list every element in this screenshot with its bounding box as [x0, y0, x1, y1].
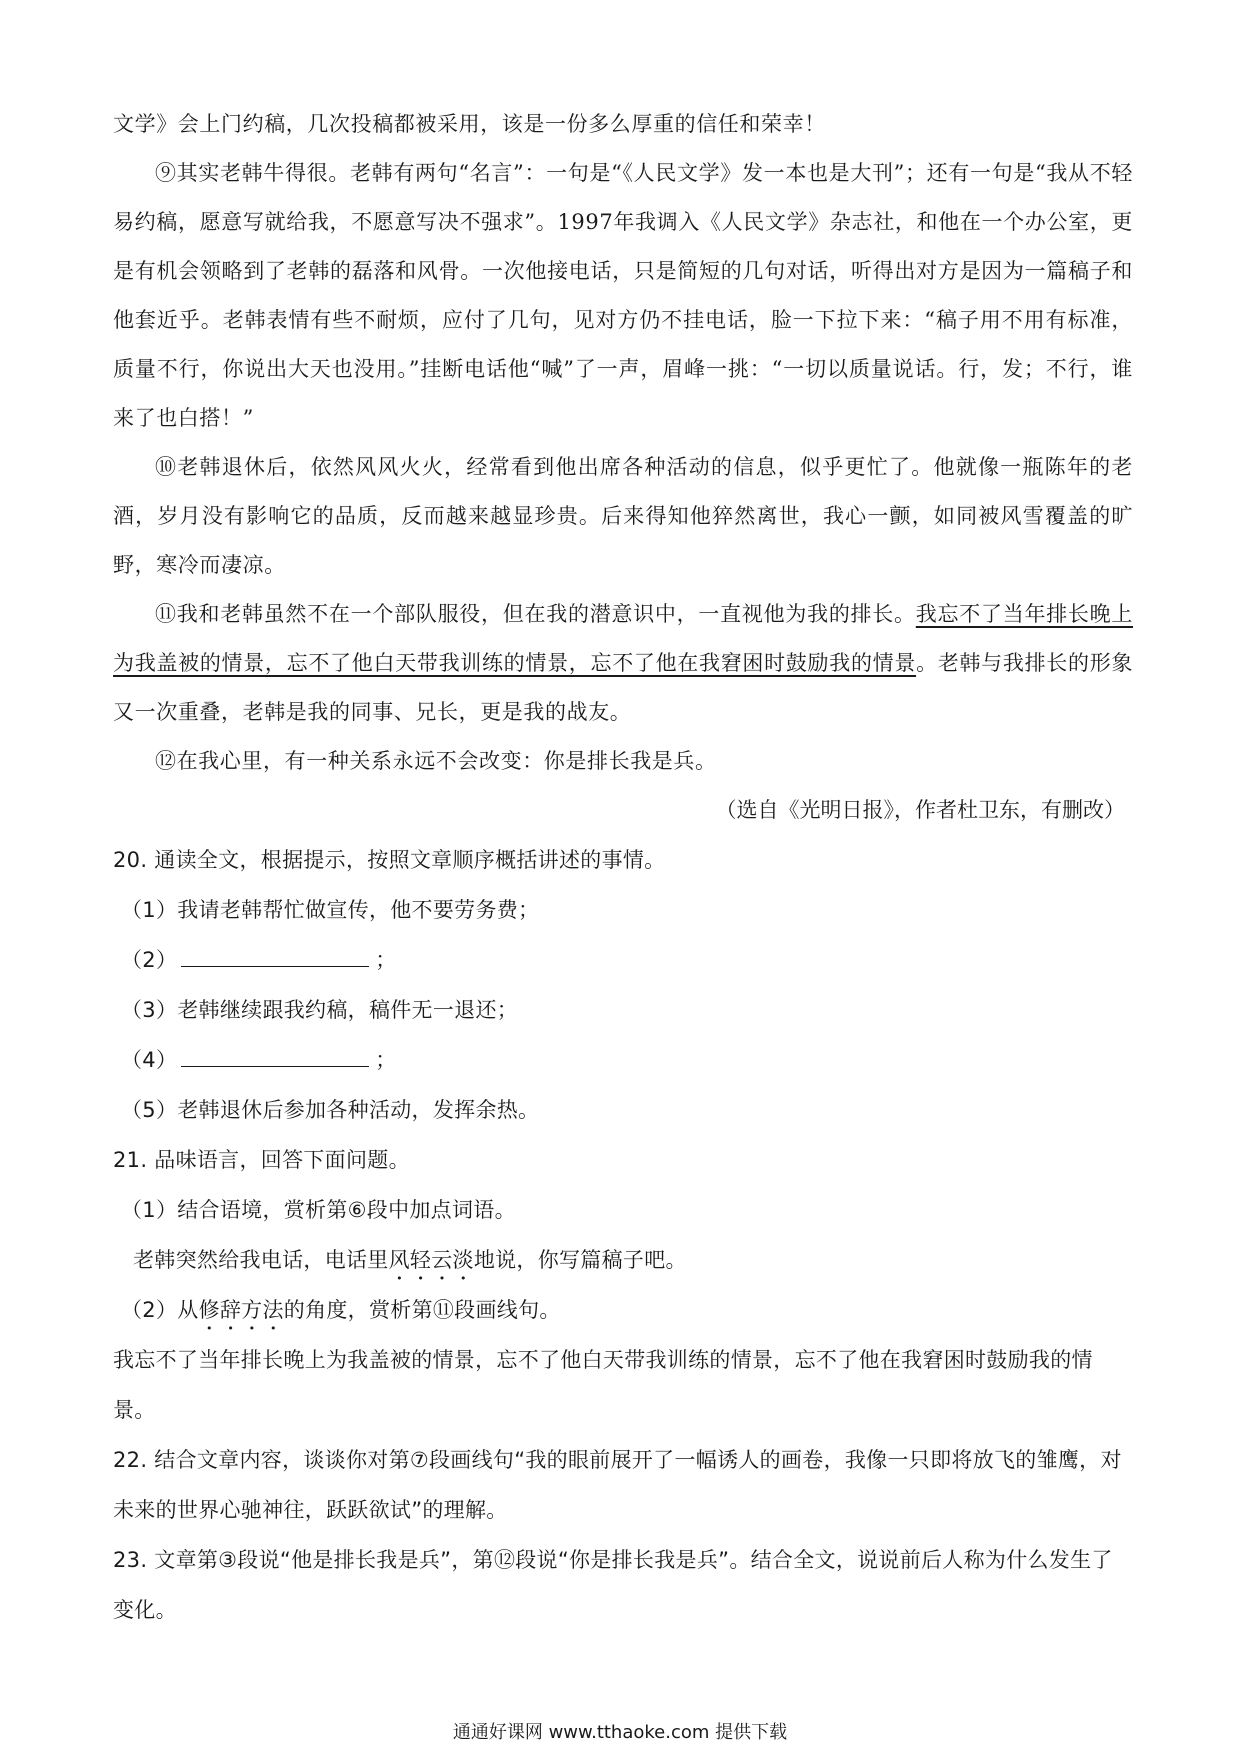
article-paragraph-9: ⑨其实老韩牛得很。老韩有两句“名言”：一句是“《人民文学》发一本也是大刊”；还有一句是“我从不轻易约稿，愿意写就给我，不愿意写决不强求”。1997年我调入《人民文学》杂志社，和他在一个办公室，更是有机会领略到了老韩的磊落和风骨。一次他接电话，只是简短的几句对话，听得出对方是因为一篇稿子和他套近乎。老韩表情有些不耐烦，应付了几句，见对方仍不挂电话，脸一下拉下来：“稿子用不用有标准，质量不行，你说出大天也没用。”挂断电话他“喊”了一声，眉峰一挑：“一切以质量说话。行，发；不行，谁来了也白搭！”: [113, 161, 1133, 430]
article-paragraph-continued: 文学》会上门约稿，几次投稿都被采用，该是一份多么厚重的信任和荣幸！: [113, 112, 826, 136]
question-20-item-3: （3）老韩继续跟我约稿，稿件无一退还；: [121, 998, 519, 1022]
question-20-item-2: [113, 935, 1133, 985]
item-4-label: （4）: [121, 1048, 178, 1072]
quote-post: 地说，你写篇稿子吧。: [473, 1248, 687, 1272]
question-20-stem: 20. 通读全文，根据提示，按照文章顺序概括讲述的事情。: [113, 848, 666, 872]
page-content: [113, 100, 1133, 1635]
paragraph-11-start: ⑪我和老韩虽然不在一个部队服役，但在我的潜意识中，一直视他为我的排长。: [155, 602, 916, 626]
item-2-punct: ；: [375, 948, 397, 972]
article-paragraph-12: ⑫在我心里，有一种关系永远不会改变：你是排长我是兵。: [155, 749, 717, 773]
quote-pre: 老韩突然给我电话，电话里: [133, 1248, 389, 1272]
item-4-punct: ；: [375, 1048, 397, 1072]
question-20-item-5: （5）老韩退休后参加各种活动，发挥余热。: [121, 1098, 540, 1122]
article-paragraph-11: [113, 590, 1133, 737]
question-23: 23. 文章第③段说“他是排长我是兵”，第⑫段说“你是排长我是兵”。结合全文，说说前后人称为什么发生了变化。: [113, 1548, 1113, 1622]
sub-2-pre: （2）从: [121, 1298, 199, 1322]
item-2-label: （2）: [121, 948, 178, 972]
question-21-quote: [113, 1235, 1133, 1285]
question-20-item-1: （1）我请老韩帮忙做宣传，他不要劳务费；: [121, 898, 540, 922]
article-source: （选自《光明日报》，作者杜卫东，有删改）: [715, 798, 1125, 822]
underlined-sentence: 我忘不了当年排长晚上为我盖被的情景，忘不了他白天带我训练的情景，忘不了他在我窘困时鼓励我的情景: [113, 602, 1134, 675]
page-footer: 通通好课网 www.tthaoke.com 提供下载: [452, 1722, 788, 1743]
article-paragraph-10: ⑩老韩退休后，依然风风火火，经常看到他出席各种活动的信息，似乎更忙了。他就像一瓶陈年的老酒，岁月没有影响它的品质，反而越来越显珍贵。后来得知他猝然离世，我心一颤，如同被风雪覆盖的旷野，寒冷而凄凉。: [113, 455, 1133, 577]
answer-blank-2[interactable]: [181, 940, 369, 967]
question-21-sub-2: [113, 1285, 1133, 1335]
question-22: 22. 结合文章内容，谈谈你对第⑦段画线句“我的眼前展开了一幅诱人的画卷，我像一只即将放飞的雏鹰，对未来的世界心驰神往，跃跃欲试”的理解。: [113, 1448, 1122, 1522]
answer-blank-4[interactable]: [181, 1040, 369, 1067]
sub-2-post: 的角度，赏析第⑪段画线句。: [283, 1298, 561, 1322]
dotted-term: 修辞方法: [198, 1298, 284, 1322]
question-21-sentence: 我忘不了当年排长晚上为我盖被的情景，忘不了他白天带我训练的情景，忘不了他在我窘困时鼓励我的情景。: [113, 1348, 1093, 1422]
question-21-sub-1: （1）结合语境，赏析第⑥段中加点词语。: [121, 1198, 516, 1222]
dotted-phrase: 风轻云淡: [388, 1248, 474, 1272]
question-21-stem: 21. 品味语言，回答下面问题。: [113, 1148, 410, 1172]
paragraph-11-end: 。老韩与我排长的形象又一次重叠，老韩是我的同事、兄长，更是我的战友。: [113, 651, 1134, 724]
question-20-item-4: [113, 1035, 1133, 1085]
